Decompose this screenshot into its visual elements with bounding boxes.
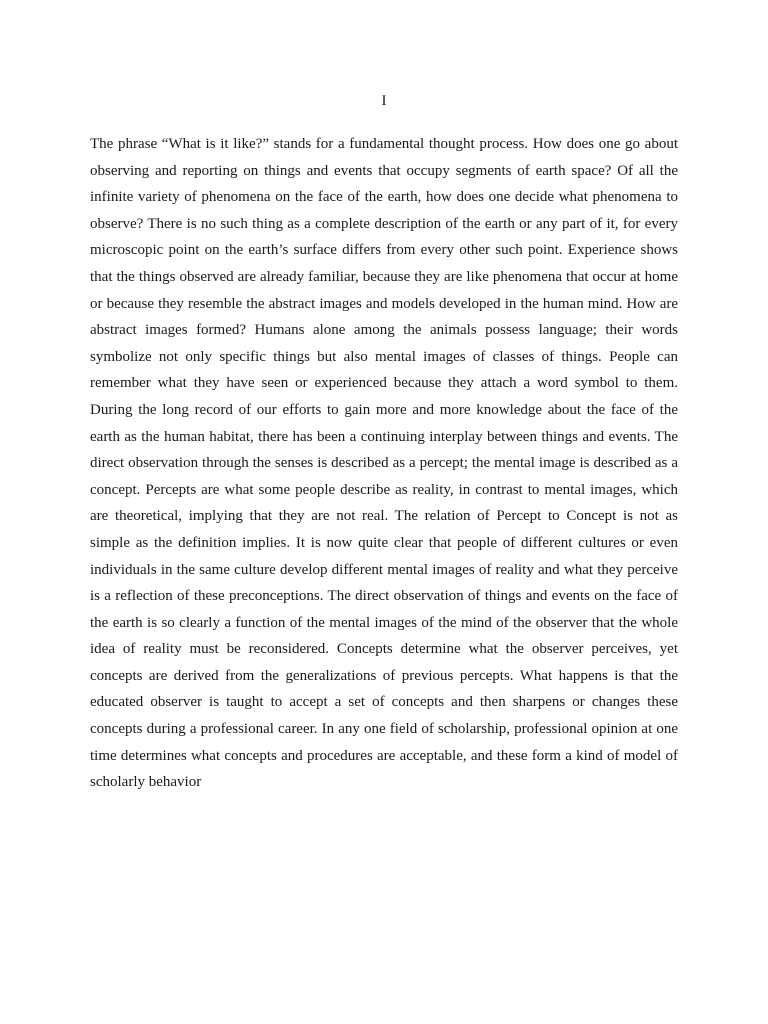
paragraph-line: individuals in the same culture develop different mental images of reality and what they perceive bbox=[90, 561, 678, 578]
paragraph-line: microscopic point on the earth’s surface differs from every other such point. Experience shows bbox=[90, 242, 678, 259]
paragraph-line: concept. Percepts are what some people describe as reality, in contrast to mental images, which bbox=[90, 481, 678, 498]
paragraph-line: time determines what concepts and procedures are acceptable, and these form a kind of model of bbox=[90, 747, 678, 764]
paragraph-line: During the long record of our efforts to gain more and more knowledge about the face of the bbox=[90, 401, 678, 418]
paragraph-line: scholarly behavior bbox=[90, 774, 202, 791]
paragraph-line: or because they resemble the abstract images and models developed in the human mind. How are bbox=[90, 295, 678, 312]
paragraph-line: earth as the human habitat, there has been a continuing interplay between things and events. The bbox=[90, 428, 678, 445]
paragraph-line: The phrase “What is it like?” stands for a fundamental thought process. How does one go about bbox=[90, 136, 678, 152]
paragraph-line: are theoretical, implying that they are not real. The relation of Percept to Concept is not as bbox=[90, 508, 678, 525]
paragraph-line: concepts during a professional career. In any one field of scholarship, professional opinion at one bbox=[90, 721, 678, 738]
body-paragraph bbox=[90, 131, 678, 796]
paragraph-line: the earth is so clearly a function of the mental images of the mind of the observer that the whole bbox=[90, 614, 678, 631]
paragraph-line: educated observer is taught to accept a set of concepts and then sharpens or changes these bbox=[90, 694, 678, 711]
paragraph-line: remember what they have seen or experienced because they attach a word symbol to them. bbox=[90, 375, 678, 392]
paragraph-line: abstract images formed? Humans alone among the animals possess language; their words bbox=[90, 322, 678, 339]
paragraph-line: that the things observed are already familiar, because they are like phenomena that occur at home bbox=[90, 268, 678, 285]
paragraph-line: observe? There is no such thing as a complete description of the earth or any part of it, for every bbox=[90, 215, 678, 232]
paragraph-line: observing and reporting on things and events that occupy segments of earth space? Of all the bbox=[90, 162, 678, 179]
paragraph-line: concepts are derived from the generalizations of previous percepts. What happens is that the bbox=[90, 667, 678, 684]
paragraph-line: direct observation through the senses is described as a percept; the mental image is described as a bbox=[90, 455, 678, 472]
section-heading: I bbox=[381, 93, 387, 109]
paragraph-line: simple as the definition implies. It is now quite clear that people of different cultures or even bbox=[90, 534, 678, 551]
paragraph-line: infinite variety of phenomena on the face of the earth, how does one decide what phenomena to bbox=[90, 189, 678, 206]
paragraph-line: idea of reality must be reconsidered. Concepts determine what the observer perceives, yet bbox=[90, 641, 678, 658]
paragraph-line: is a reflection of these preconceptions. The direct observation of things and events on the face of bbox=[90, 588, 678, 605]
paragraph-line: symbolize not only specific things but also mental images of classes of things. People can bbox=[90, 348, 678, 365]
